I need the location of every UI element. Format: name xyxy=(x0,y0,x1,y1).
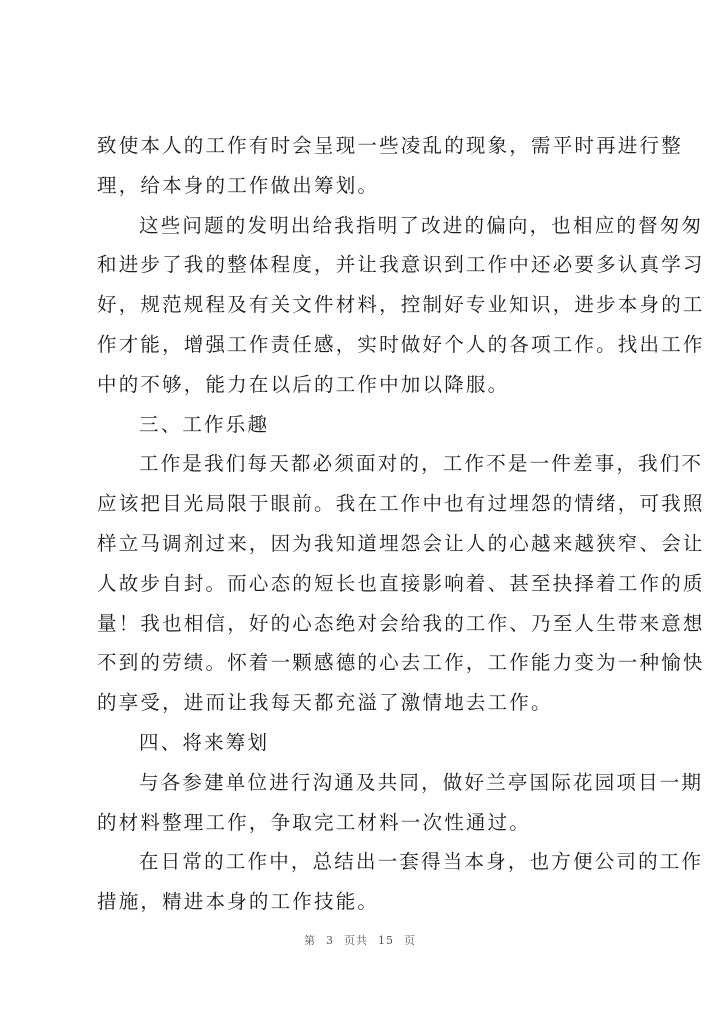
section-heading-future-plan xyxy=(97,723,642,763)
text-line: 作才能，增强工作责任感，实时做好个人的各项工作。找出工作 xyxy=(97,332,705,356)
paragraph-coordination xyxy=(97,763,704,843)
footer-prefix: 第 xyxy=(304,934,316,947)
paragraph-attitude xyxy=(97,444,705,723)
text-line: 不到的劳绩。怀着一颗感德的心去工作，工作能力变为一种愉快 xyxy=(97,651,705,675)
heading-text: 四、将来筹划 xyxy=(139,730,270,754)
section-heading-work-fun xyxy=(97,405,642,445)
text-line: 的材料整理工作，争取完工材料一次性通过。 xyxy=(97,810,532,834)
document-body xyxy=(97,126,705,922)
footer-current-page: 3 xyxy=(326,934,334,947)
text-line: 措施，精进本身的工作技能。 xyxy=(97,890,380,914)
text-line: 与各参建单位进行沟通及共同，做好兰亭国际花园项目一期 xyxy=(139,770,704,794)
paragraph-issues-cont xyxy=(97,126,683,206)
footer-total-pages: 15 xyxy=(378,934,394,947)
text-line: 致使本人的工作有时会呈现一些凌乱的现象，需平时再进行整 xyxy=(97,134,683,157)
heading-text: 三、工作乐趣 xyxy=(139,412,270,436)
text-line: 和进步了我的整体程度，并让我意识到工作中还必要多认真学习 xyxy=(97,253,705,277)
text-line: 在日常的工作中，总结出一套得当本身，也方便公司的工作 xyxy=(139,850,704,874)
text-line: 这些问题的发明出给我指明了改进的偏向，也相应的督匆匆 xyxy=(139,213,704,237)
text-line: 理，给本身的工作做出筹划。 xyxy=(97,173,380,197)
text-line: 样立马调剂过来，因为我知道埋怨会让人的心越来越狭窄、会让 xyxy=(97,531,705,555)
text-line: 中的不够，能力在以后的工作中加以降服。 xyxy=(97,372,510,396)
text-line: 的享受，进而让我每天都充溢了激情地去工作。 xyxy=(97,691,553,715)
paragraph-improvement xyxy=(97,206,705,405)
footer-middle: 页共 xyxy=(344,934,368,947)
text-line: 人故步自封。而心态的短长也直接影响着、甚至抉择着工作的质 xyxy=(97,571,705,595)
footer-suffix: 页 xyxy=(404,934,416,947)
text-line: 好，规范规程及有关文件材料，控制好专业知识，进步本身的工 xyxy=(97,293,705,317)
paragraph-methods xyxy=(97,842,704,922)
text-line: 量！我也相信，好的心态绝对会给我的工作、乃至人生带来意想 xyxy=(97,611,705,635)
page-number-footer xyxy=(0,932,720,948)
text-line: 工作是我们每天都必须面对的，工作不是一件差事，我们不 xyxy=(139,452,704,476)
text-line: 应该把目光局限于眼前。我在工作中也有过埋怨的情绪，可我照 xyxy=(97,492,705,516)
